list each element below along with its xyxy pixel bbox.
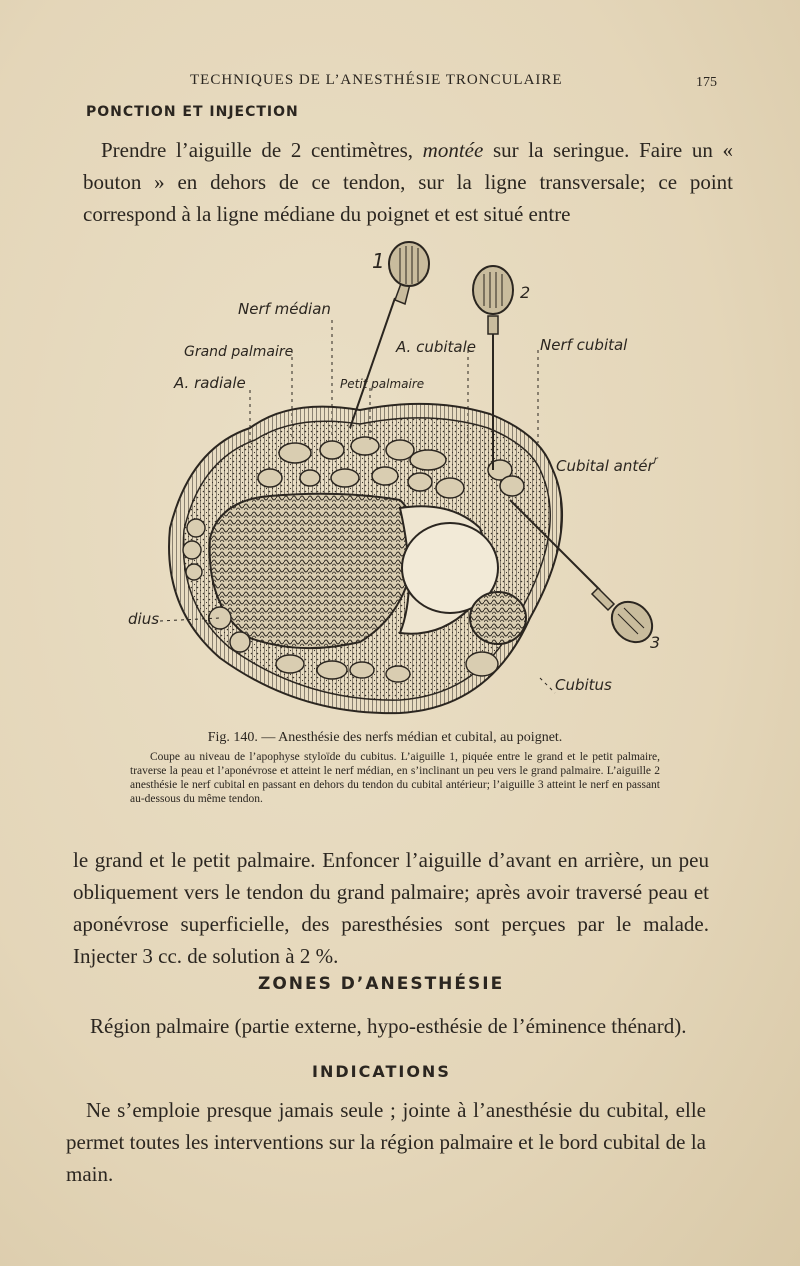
paragraph-zones — [72, 1010, 708, 1042]
label-cubitus: Cubitus — [555, 676, 612, 694]
section-heading-zones: ZONES D’ANESTHÉSIE — [258, 974, 505, 994]
running-title: TECHNIQUES DE L’ANESTHÉSIE TRONCULAIRE — [190, 72, 563, 88]
needle-2-label: 2 — [520, 283, 531, 302]
paragraph-indications-text: Ne s’emploie presque jamais seule ; jointe à l’anesthésie du cubital, elle permet toutes les interventions sur la région palmaire et le bord cubital de la main. — [66, 1098, 706, 1186]
label-petit-palmaire: Petit palmaire — [340, 377, 425, 391]
needle-1 — [350, 242, 429, 428]
paragraph-intro-text-b: sur la seringue. Faire un « bouton » en dehors de ce tendon, sur la ligne transversale; ce point correspond à la ligne médiane du poignet et est situé entre — [83, 138, 733, 226]
label-a-radiale: A. radiale — [174, 374, 246, 392]
label-a-cubitale: A. cubitale — [396, 338, 476, 356]
cubitus-bone — [470, 592, 526, 644]
section-heading-indications: INDICATIONS — [312, 1062, 451, 1081]
needle-1-label: 1 — [372, 249, 385, 273]
paragraph-continuation-text: le grand et le petit palmaire. Enfoncer l’aiguille d’avant en arrière, un peu obliquement vers le tendon du grand palmaire; après avoir traversé peau et aponévrose superficielle, des paresthésies sont perçues par le malade. Injecter 3 cc. de solution à 2 %. — [73, 848, 709, 968]
page-number: 175 — [696, 75, 717, 90]
page-header — [0, 72, 800, 94]
caption-text: Coupe au niveau de l’apophyse styloïde du cubitus. L’aiguille 1, piquée entre le grand et le petit palmaire, traverse la peau et l’aponévrose et atteint le nerf médian, en s’inclinant un peu vers le grand palmaire. L’aiguille 2 anesthésie le nerf cubital en passant en dehors du tendon du cubital antérieur; l’aiguille 3 atteint le nerf en passant au-dessous du même tendon. — [130, 751, 660, 805]
paragraph-intro — [83, 134, 733, 230]
anatomical-figure — [100, 238, 700, 728]
label-cubital-anterieur-sup: r — [653, 455, 658, 466]
label-nerf-cubital: Nerf cubital — [540, 336, 628, 354]
figure-caption — [130, 730, 660, 806]
paragraph-intro-text-a: Prendre l’aiguille de 2 centimètres, — [101, 138, 423, 162]
cross-section-drawing — [100, 238, 700, 728]
label-cubital-anterieur — [556, 455, 659, 475]
needle-3-label: 3 — [650, 633, 661, 652]
section-heading-ponction: PONCTION ET INJECTION — [86, 104, 299, 120]
label-nerf-median: Nerf médian — [238, 300, 331, 318]
paragraph-intro-emphasis: montée — [422, 138, 484, 162]
label-radius: dius — [128, 610, 160, 628]
paragraph-continuation — [73, 844, 709, 972]
caption-title: Fig. 140. — Anesthésie des nerfs médian et cubital, au poignet. — [207, 730, 563, 745]
label-cubital-anterieur-text: Cubital antér — [556, 457, 654, 475]
paragraph-indications — [66, 1094, 706, 1190]
label-grand-palmaire: Grand palmaire — [184, 344, 294, 360]
paragraph-zones-text: Région palmaire (partie externe, hypo-esthésie de l’éminence thénard). — [90, 1014, 687, 1038]
